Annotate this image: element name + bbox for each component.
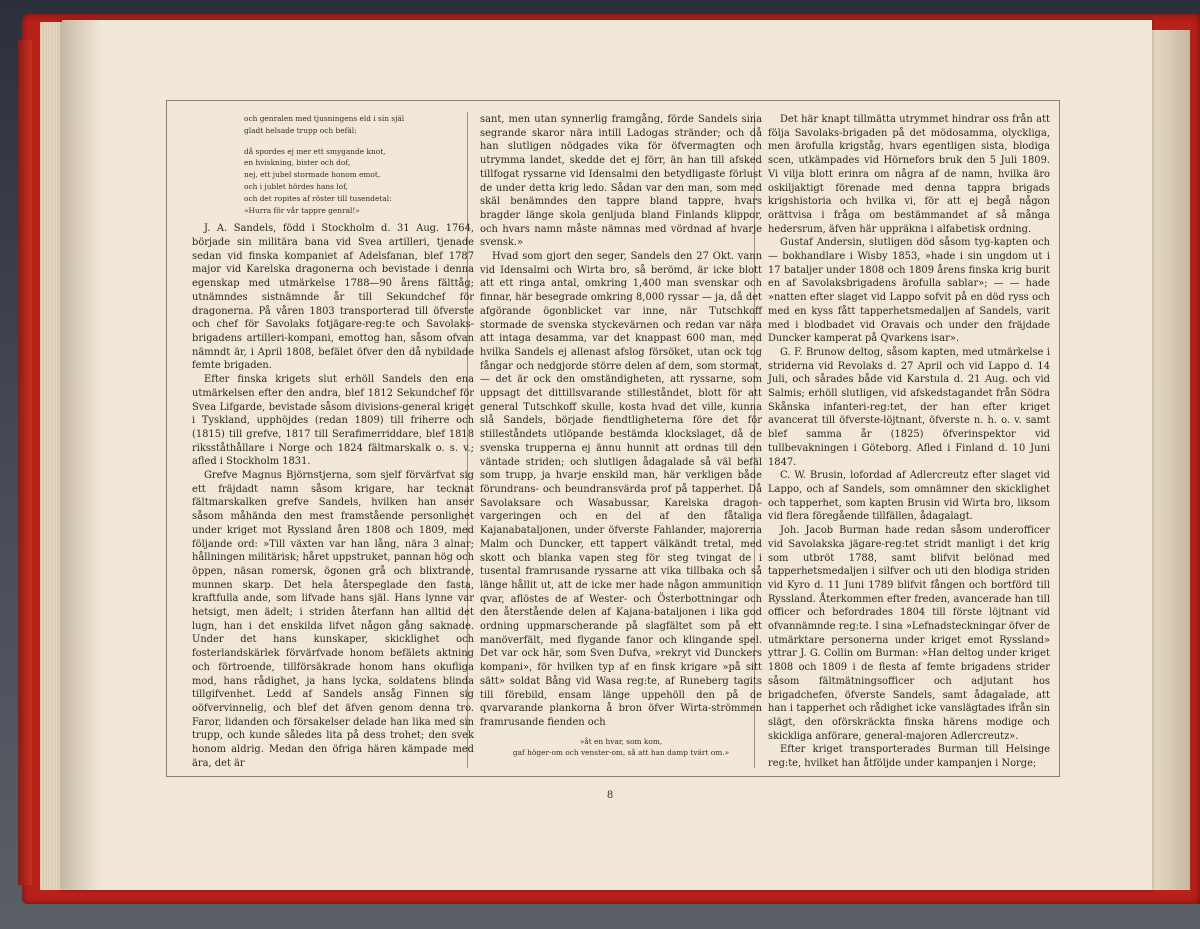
stanza-gap: [244, 137, 474, 146]
poem-line: gladt helsade trupp och befäl;: [244, 125, 357, 135]
poem-excerpt: [480, 736, 762, 760]
paragraph: Det här knapt tillmätta utrymmet hindrar oss från att följa Savolaks-brigaden på det mödosamma, olyckliga, men ärofulla krigståg, hvars egentligen sista, blodiga scen, utkämpades vid Hörnefors bruk den 5 Juli 1809. Vi vilja blott erinra om några af de namn, hvilka äro oskiljaktigt förenade med denna tappra brigads krigshistoria och hvilka vi, för att ej begå någon orättvisa i fråga om bestämmandet af så många hedersrum, äfven här uppräkna i alfabetisk ordning.: [768, 114, 1050, 235]
paragraph: Gustaf Andersin, slutligen död såsom tyg-kapten och — bokhandlare i Wisby 1853, »hade i sin ungdom ut i 17 bataljer under 1808 och 1809 årens finska krig burit en af Savolaksbrigadens ärofulla sablar»; — — hade »natten efter slaget vid Lappo sofvit på en död ryss och med en kyss fått tapperhetsmedaljen af Sandels, varit med i blodbadet vid Oravais och under den fräjdade Duncker kamperat på Qvarkens isar».: [768, 237, 1050, 345]
paragraph: J. A. Sandels, född i Stockholm d. 31 Aug. 1764, började sin militära bana vid Svea artilleri, tjenade sedan vid finska kompaniet af Adelsfanan, blef 1787 major vid Karelska dragonerna och bevistade i denna egenskap med utmärkelse 1788—90 årens fälttåg; utnämndes sistnämnde år till Sekundchef för dragonerna. På våren 1803 transporterad till öfverste och chef för Savolaks fotjägare-reg:te och Savolaks-brigadens artilleri-kompani, emottog han, såsom ofvan nämndt är, i April 1808, befälet öfver den då nybildade femte brigaden.: [192, 223, 474, 372]
paragraph: sant, men utan synnerlig framgång, förde Sandels sina segrande skaror nära intill Ladogas stränder; och då han slutligen nödgades vika för öfvermagten och utrymma landet, skedde det ej förr, än han till afsked tillfogat ryssarne vid Idensalmi den betydligaste förlust de under detta krig ledo. Sådan var den man, som med skäl benämndes den tappre bland tappre, hvars bragder länge skola genljuda bland Finlands klippor, och hvars namn måste nämnas med vördnad af hvarje svensk.»: [480, 114, 762, 249]
paragraph: Efter kriget transporterades Burman till Helsinge reg:te, hvilket han åtföljde under kampanjen i Norge;: [768, 744, 1050, 770]
book-spine-edge: [18, 40, 32, 885]
page-number: 8: [606, 790, 614, 801]
paragraph: Efter finska krigets slut erhöll Sandels den ena utmärkelsen efter den andra, blef 1812 Sekundchef för Svea Lifgarde, bevistade såsom divisions-general kriget i Tyskland, upphöjdes (redan 1809) till friherre och (1815) till grefve, 1817 till Serafimerriddare, blef 1818 riksståthållare i Norge och 1824 fältmarskalk o. s. v.; afled i Stockholm 1831.: [192, 374, 474, 468]
paragraph: Hvad som gjort den seger, Sandels den 27 Okt. vann vid Idensalmi och Wirta bro, så berömd, är icke blott att ett ringa antal, omkring 1,400 man svenskar och finnar, här besegrade omkring 8,000 ryssar — ja, då det afgörande ögonblicket var inne, när Tutschkoff stormade de svenska styckevärnen och redan var nära att intaga desamma, var det knappast 600 man, med hvilka Sandels ej allenast afslog försöket, utan ock tog fångar och nedgjorde större delen af dem, som stormat, — det är ock den omständigheten, att ryssarne, som uppsagt det dittillsvarande stilleståndet, blott för att general Tutschkoff skulle, kosta hvad det ville, kunna slå Sandels, började fiendtligheterna före det för stilleståndets utlöpande bestämda klockslaget, då de svenska trupperna ej ännu hunnit att ordnas till den väntade striden; och slutligen ådagalade så väl befäl som trupp, ja hvarje enskild man, här verkligen både förundrans- och beundransvärda prof på tapperhet. Då Savolaksare och Wasabussar, Karelska dragon-vargeringen och en del af den fåtaliga Kajanabataljonen, under öfverste Fahlander, majorerna Malm och Duncker, ett tappert välkändt tretal, med skott och blanka vapen steg för steg tvingat de i tusental framrusande ryssarne att vika tillbaka och så länge hållit ut, att de icke mer hade någon ammunition qvar, aflöstes de af Wester- och Österbottningar och den återstående delen af Kajana-bataljonen i lika god ordning uppmarscherande på slagfältet som på ett manöverfält, med flygande fanor och klingande spel. Det var ock här, som Sven Dufva, »rekryt vid Dunckers kompani», för hvilken typ af en finsk krigare »på sitt sätt» soldat Bång vid Wasa reg:te, af Runeberg tagits till förebild, ensam länge uppehöll den på de qvarvarande plankorna å bron öfver Wirta-strömmen framrusande fienden och: [480, 251, 762, 728]
paragraph: C. W. Brusin, lofordad af Adlercreutz efter slaget vid Lappo, och af Sandels, som omnämner den skicklighet och tapperhet, som kapten Brusin vid Wirta bro, liksom vid flera föregående tillfällen, ådagalagt.: [768, 470, 1050, 523]
poem-excerpt: [192, 113, 474, 216]
paragraph: Grefve Magnus Björnstjerna, som sjelf förvärfvat sig ett fräjdadt namn såsom krigare, har tecknat fältmarskalken grefve Sandels, hvilken han anser såsom måhända den mest framstående personlighet under kriget mot Ryssland åren 1808 och 1809, med följande ord: »Till växten var han lång, nära 3 alnar; hållningen militärisk; håret uppstruket, pannan hög och öppen, näsan romersk, ögonen grå och blixtrande, munnen skarp. Det hela återspeglade den fasta, kraftfulla ande, som lifvade hans själ. Hans lynne var hetsigt, men ädelt; i striden återfann han alltid det lugn, han i det enskilda lifvet någon gång saknade. Under det hans kunskaper, skicklighet och fosterlandskärlek förvärfvade honom befälets aktning och förtroende, tillförsäkrade honom hans okufliga mod, hans rådighet, ja hans lycka, soldatens blinda tillgifvenhet. Ledd af Sandels ansåg Finnen sig oöfvervinnelig, och blef det äfven genom denna tro. Faror, lidanden och försakelser delade han lika med sin trupp, och kunde således lita på dess trohet; den svek honom aldrig. Medan den öfriga hären kämpade med ära, det är: [192, 470, 474, 769]
poem-line: nej, ett jubel stormade honom emot,: [244, 170, 381, 180]
poem-line: »åt en hvar, som kom,: [579, 736, 663, 746]
gutter-shadow: [62, 20, 102, 890]
poem-line: och genralen med tjusningens eld i sin själ: [244, 114, 405, 123]
poem-line: en hviskning, bister och dof,: [244, 158, 351, 168]
poem-line: »Hurra för vår tappre genral!»: [244, 205, 360, 215]
paragraph: G. F. Brunow deltog, såsom kapten, med utmärkelse i striderna vid Revolaks d. 27 April och vid Lappo d. 14 Juli, och sårades både vid Karstula d. 21 Aug. och vid Salmis; erhöll slutligen, vid afskedstagandet från Södra Skånska infanteri-reg:tet, der han efter kriget avancerat till öfverste-löjtnant, öfverste n. h. o. v. samt blef samma år (1825) öfverinspektor vid tullbevakningen i Göteborg. Afled i Finland d. 10 Juni 1847.: [768, 346, 1050, 468]
text-column-3: [768, 113, 1050, 770]
paragraph: Joh. Jacob Burman hade redan såsom underofficer vid Savolakska jägare-reg:tet stridt manligt i det krig som utbröt 1788, samt blifvit belönad med tapperhetsmedaljen i silfver och uti den blodiga striden vid Kyro d. 11 Juni 1789 blifvit fången och bortförd till Ryssland. Återkommen efter freden, avancerade han till officer och befordrades 1804 till förste löjtnant vid ofvannämnde reg:te. I sina »Lefnadsteckningar öfver de utmärktare personerna under kriget emot Ryssland» yttrar J. G. Collin om Burman: »Han deltog under kriget 1808 och 1809 i de flesta af femte brigadens strider såsom fältmätningsofficer och adjutant hos brigadchefen, öfverste Sandels, samt ådagalade, att han i tapperhet och rådighet icke vanslägtades ifrån sin slägt, den oförskräckta finska härens modige och skickliga anförare, general-majoren Adlercreutz».: [768, 525, 1050, 742]
poem-line: och det ropites af röster till tusendetal:: [244, 193, 392, 203]
poem-line: och i jublet hördes hans lof,: [244, 181, 348, 191]
right-page-leaf: [1150, 30, 1190, 890]
poem-line: gaf höger-om och venster-om, så att han damp tvärt om.»: [512, 748, 730, 758]
poem-line: då spordes ej mer ett smygande knot,: [244, 146, 386, 156]
text-column-1: [192, 113, 474, 769]
text-column-2: [480, 113, 762, 763]
